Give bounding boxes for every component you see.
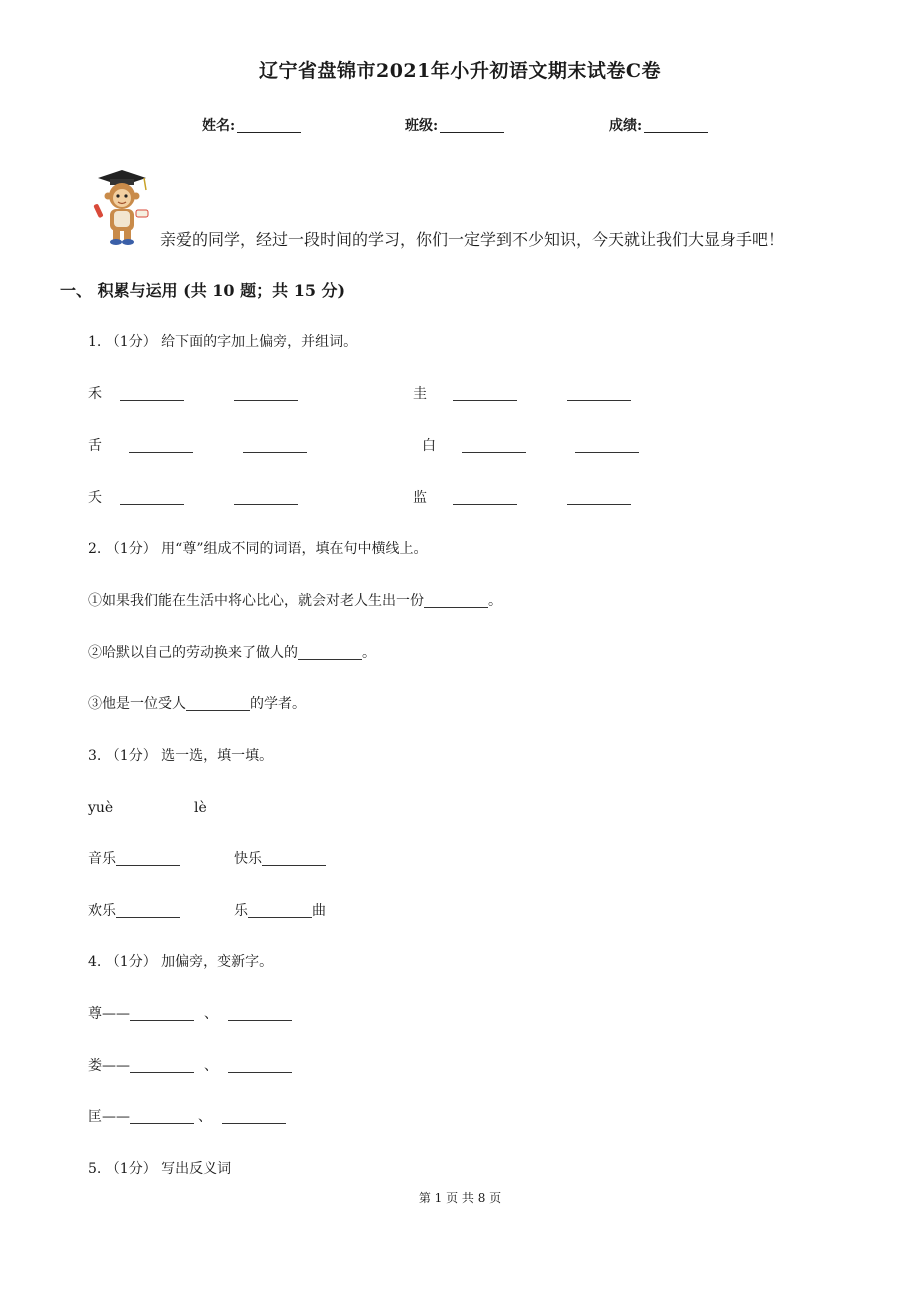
q1-blank[interactable] <box>243 439 307 453</box>
q4-row-1 <box>88 1007 292 1021</box>
question-3-title: 3. （1分） 选一选，填一填。 <box>88 748 274 764</box>
q1-blank[interactable] <box>453 491 517 505</box>
score-blank[interactable] <box>644 118 708 133</box>
q3-item-2 <box>234 852 326 866</box>
q3-blank[interactable] <box>248 904 312 918</box>
q2-sentence-3 <box>88 697 306 711</box>
q4-blank[interactable] <box>130 1110 194 1124</box>
q4-row-3 <box>88 1110 286 1124</box>
q4-char: 尊—— <box>88 1006 130 1022</box>
q1-blank[interactable] <box>120 491 184 505</box>
name-label: 姓名: <box>202 118 236 134</box>
question-5-title: 5. （1分） 写出反义词 <box>88 1161 232 1177</box>
q1-char-5: 夭 <box>88 490 102 506</box>
q3-pinyin-2: lè <box>194 800 207 816</box>
q1-char-2: 圭 <box>413 386 427 402</box>
q1-char-1: 禾 <box>88 386 102 402</box>
q3-pinyin-1: yuè <box>88 800 114 816</box>
q2-sentence-2 <box>88 646 376 660</box>
q2-s1-end: 。 <box>488 593 502 609</box>
class-label: 班级: <box>405 118 439 134</box>
name-field <box>202 118 301 133</box>
score-label: 成绩: <box>609 118 643 134</box>
graduate-mascot-icon <box>88 166 152 248</box>
q3-word: 音乐 <box>88 851 116 867</box>
q4-blank[interactable] <box>228 1007 292 1021</box>
q2-blank[interactable] <box>186 697 250 711</box>
q4-blank[interactable] <box>228 1059 292 1073</box>
q4-row-2 <box>88 1059 292 1073</box>
q3-word: 乐 <box>234 903 248 919</box>
q1-blank[interactable] <box>575 439 639 453</box>
q1-char-3: 舌 <box>88 438 102 454</box>
q1-blank[interactable] <box>567 491 631 505</box>
class-blank[interactable] <box>440 118 504 133</box>
q3-blank[interactable] <box>116 852 180 866</box>
q3-word: 快乐 <box>234 851 262 867</box>
q2-s3-text: ③他是一位受人 <box>88 696 186 712</box>
q4-separator: 、 <box>204 1058 218 1074</box>
q1-blank[interactable] <box>120 387 184 401</box>
question-1-title: 1. （1分） 给下面的字加上偏旁，并组词。 <box>88 334 358 350</box>
q4-char: 匡—— <box>88 1109 130 1125</box>
page-footer: 第 1 页 共 8 页 <box>418 1191 502 1205</box>
q1-char-6: 监 <box>413 490 427 506</box>
q1-blank[interactable] <box>234 387 298 401</box>
q1-blank[interactable] <box>453 387 517 401</box>
q3-blank[interactable] <box>262 852 326 866</box>
page-title: 辽宁省盘锦市2021年小升初语文期末试卷C卷 <box>258 60 661 82</box>
q3-blank[interactable] <box>116 904 180 918</box>
q4-blank[interactable] <box>130 1007 194 1021</box>
name-blank[interactable] <box>237 118 301 133</box>
class-field <box>405 118 504 133</box>
q4-separator: 、 <box>204 1006 218 1022</box>
q2-blank[interactable] <box>298 646 362 660</box>
greeting-text: 亲爱的同学，经过一段时间的学习，你们一定学到不少知识，今天就让我们大显身手吧！ <box>160 230 785 249</box>
q3-item-4 <box>234 904 326 918</box>
q4-separator: 、 <box>198 1109 212 1125</box>
question-4-title: 4. （1分） 加偏旁，变新字。 <box>88 954 274 970</box>
q1-blank[interactable] <box>234 491 298 505</box>
q1-blank[interactable] <box>129 439 193 453</box>
q2-s2-text: ②哈默以自己的劳动换来了做人的 <box>88 645 298 661</box>
q2-s1-text: ①如果我们能在生活中将心比心，就会对老人生出一份 <box>88 593 424 609</box>
q1-char-4: 白 <box>422 438 436 454</box>
score-field <box>609 118 708 133</box>
section-heading: 一、 积累与运用 (共 10 题；共 15 分) <box>60 281 346 300</box>
q2-s2-end: 。 <box>362 645 376 661</box>
q4-blank[interactable] <box>130 1059 194 1073</box>
q1-blank[interactable] <box>567 387 631 401</box>
q4-blank[interactable] <box>222 1110 286 1124</box>
q2-blank[interactable] <box>424 594 488 608</box>
q1-blank[interactable] <box>462 439 526 453</box>
q3-word-end: 曲 <box>312 903 326 919</box>
q2-sentence-1 <box>88 594 502 608</box>
question-2-title: 2. （1分） 用“尊”组成不同的词语，填在句中横线上。 <box>88 541 428 557</box>
q3-item-1 <box>88 852 180 866</box>
q3-item-3 <box>88 904 180 918</box>
q2-s3-end: 的学者。 <box>250 696 306 712</box>
q4-char: 娄—— <box>88 1058 130 1074</box>
q3-word: 欢乐 <box>88 903 116 919</box>
